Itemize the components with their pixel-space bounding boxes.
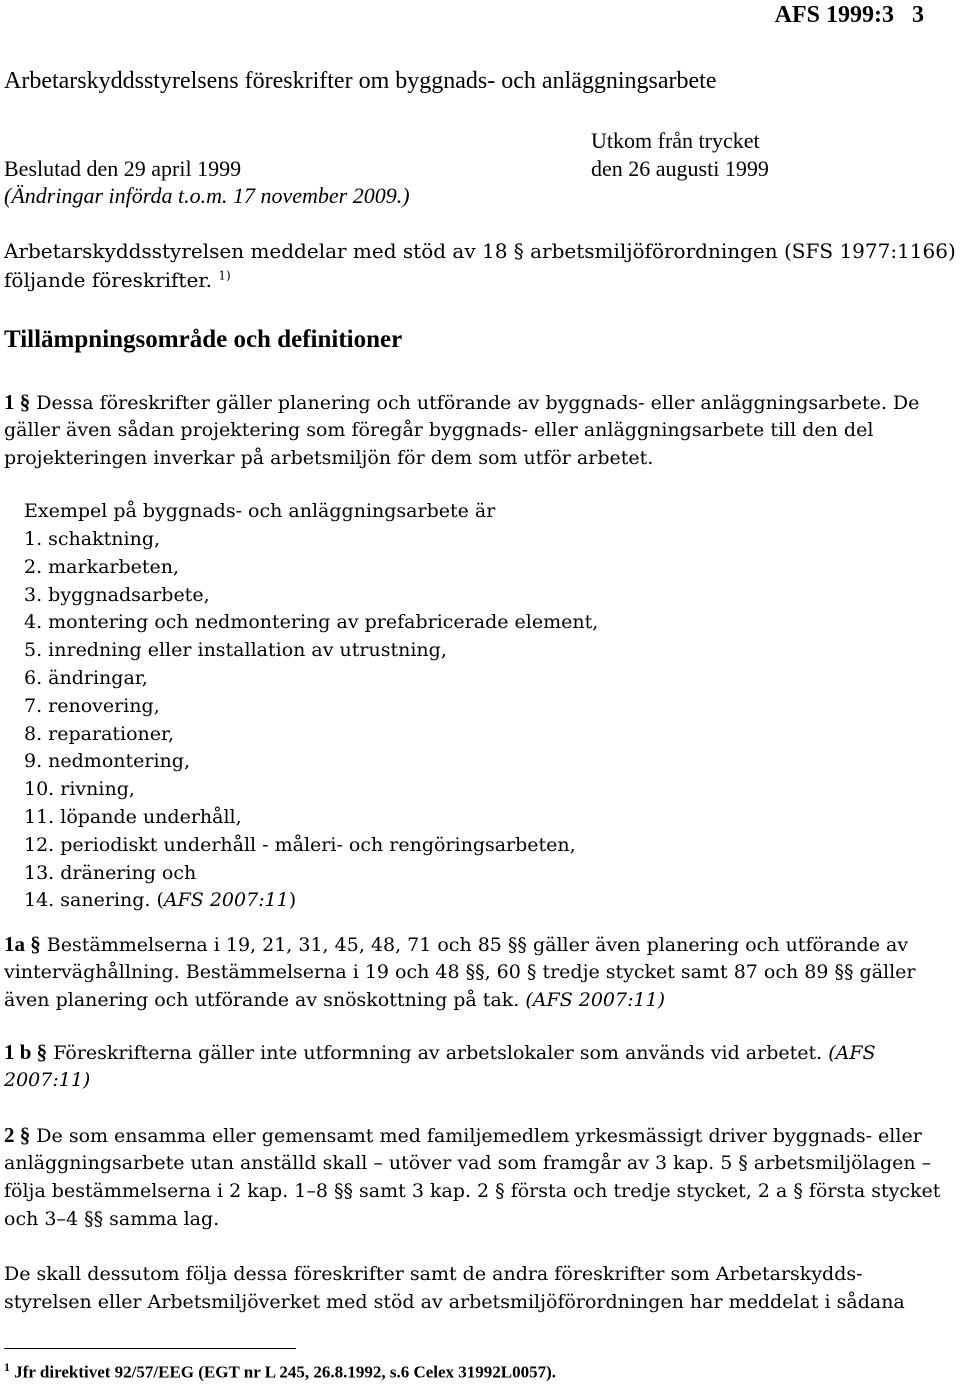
doc-ref: AFS 1999:3 bbox=[774, 2, 894, 28]
amendment-reference: (AFS bbox=[828, 1042, 876, 1064]
list-item: 3. byggnadsarbete, bbox=[24, 583, 210, 606]
footnote-text: Jfr direktivet 92/57/EEG (EGT nr L 245, 26.8.1992, s.6 Celex 31992L0057). bbox=[14, 1362, 557, 1382]
examples-list bbox=[24, 526, 598, 915]
list-item: 4. montering och nedmontering av prefabricerade element, bbox=[24, 611, 599, 634]
para-number: 1 § bbox=[4, 390, 31, 414]
list-item: 12. periodiskt underhåll - måleri- och rengöringsarbeten, bbox=[24, 833, 576, 856]
para-2-line-4: och 3–4 §§ samma lag. bbox=[4, 1208, 220, 1230]
list-item: 8. reparationer, bbox=[24, 722, 175, 745]
para-2-line-2: anläggningsarbete utan anställd skall – utöver vad som framgår av 3 kap. 5 § arbetsmiljölagen – bbox=[4, 1152, 932, 1174]
footnote-separator bbox=[4, 1348, 296, 1349]
para-1-line-3: projekteringen inverkar på arbetsmiljön för dem som utför arbetet. bbox=[4, 447, 654, 469]
decided-date: Beslutad den 29 april 1999 bbox=[4, 156, 242, 181]
list-item-text: 14. sanering. ( bbox=[24, 889, 164, 912]
intro-line-2 bbox=[4, 268, 231, 292]
list-item bbox=[24, 887, 598, 915]
closing-paren: ) bbox=[288, 889, 297, 912]
page-number: 3 bbox=[912, 2, 924, 28]
para-1a-line-3 bbox=[4, 986, 665, 1014]
published-label: Utkom från trycket bbox=[591, 128, 760, 153]
para-text: Föreskrifterna gäller inte utformning av arbetslokaler som används vid arbetet. bbox=[53, 1042, 823, 1064]
para-text: Bestämmelserna i 19, 21, 31, 45, 48, 71 och 85 §§ gäller även planering och utförande av bbox=[46, 934, 909, 956]
para-1-line-2: gäller även sådan projektering som föregår byggnads- eller anläggningsarbete till den del bbox=[4, 419, 874, 441]
amendment-reference: (AFS 2007:11) bbox=[525, 989, 666, 1011]
amendment-reference: AFS 2007:11 bbox=[163, 889, 289, 912]
list-item: 6. ändringar, bbox=[24, 666, 148, 689]
list-item: 7. renovering, bbox=[24, 694, 160, 717]
footnote-reference[interactable]: 1) bbox=[218, 268, 231, 283]
list-item: 10. rivning, bbox=[24, 778, 135, 801]
list-item: 13. dränering och bbox=[24, 861, 197, 884]
footnote-marker: 1 bbox=[4, 1360, 10, 1374]
list-item: 2. markarbeten, bbox=[24, 555, 180, 578]
para-3-line-1: De skall dessutom följa dessa föreskrifter samt de andra föreskrifter som Arbetarskydds- bbox=[4, 1263, 863, 1285]
examples-intro: Exempel på byggnads- och anläggningsarbete är bbox=[24, 500, 496, 522]
para-1a-line-2: vinterväghållning. Bestämmelserna i 19 och 48 §§, 60 § tredje stycket samt 87 och 89 §§ gäller bbox=[4, 961, 916, 983]
para-1b-line-2: 2007:11) bbox=[4, 1069, 91, 1091]
amendments-note: (Ändringar införda t.o.m. 17 november 2009.) bbox=[4, 183, 410, 208]
para-1b-line-1 bbox=[4, 1038, 876, 1067]
para-number: 1a § bbox=[4, 932, 41, 956]
footnote bbox=[4, 1360, 556, 1383]
para-2-line-1 bbox=[4, 1121, 922, 1150]
list-item: 1. schaktning, bbox=[24, 528, 161, 550]
para-text: Dessa föreskrifter gäller planering och utförande av byggnads- eller anläggningsarbete. De bbox=[36, 392, 920, 414]
published-date: den 26 augusti 1999 bbox=[591, 156, 769, 181]
intro-text: följande föreskrifter. bbox=[4, 268, 213, 292]
para-number: 1 b § bbox=[4, 1040, 48, 1064]
document-title: Arbetarskyddsstyrelsens föreskrifter om byggnads- och anläggningsarbete bbox=[4, 68, 717, 94]
section-heading: Tillämpningsområde och definitioner bbox=[4, 326, 403, 353]
para-3-line-2: styrelsen eller Arbetsmiljöverket med stöd av arbetsmiljöförordningen har meddelat i sådana bbox=[4, 1291, 905, 1313]
para-text: även planering och utförande av snöskottning på tak. bbox=[4, 989, 520, 1011]
list-item: 11. löpande underhåll, bbox=[24, 805, 242, 828]
para-2-line-3: följa bestämmelserna i 2 kap. 1–8 §§ samt 3 kap. 2 § första och tredje stycket, 2 a § första stycket bbox=[4, 1180, 941, 1202]
list-item: 5. inredning eller installation av utrustning, bbox=[24, 639, 447, 662]
para-1a-line-1 bbox=[4, 930, 908, 959]
para-number: 2 § bbox=[4, 1123, 31, 1147]
para-1-line-1 bbox=[4, 388, 919, 417]
intro-line-1: Arbetarskyddsstyrelsen meddelar med stöd av 18 § arbetsmiljöförordningen (SFS 1977:1166) bbox=[4, 239, 956, 263]
list-item: 9. nedmontering, bbox=[24, 750, 190, 773]
running-header bbox=[775, 2, 924, 29]
para-text: De som ensamma eller gemensamt med familjemedlem yrkesmässigt driver byggnads- eller bbox=[36, 1125, 922, 1147]
